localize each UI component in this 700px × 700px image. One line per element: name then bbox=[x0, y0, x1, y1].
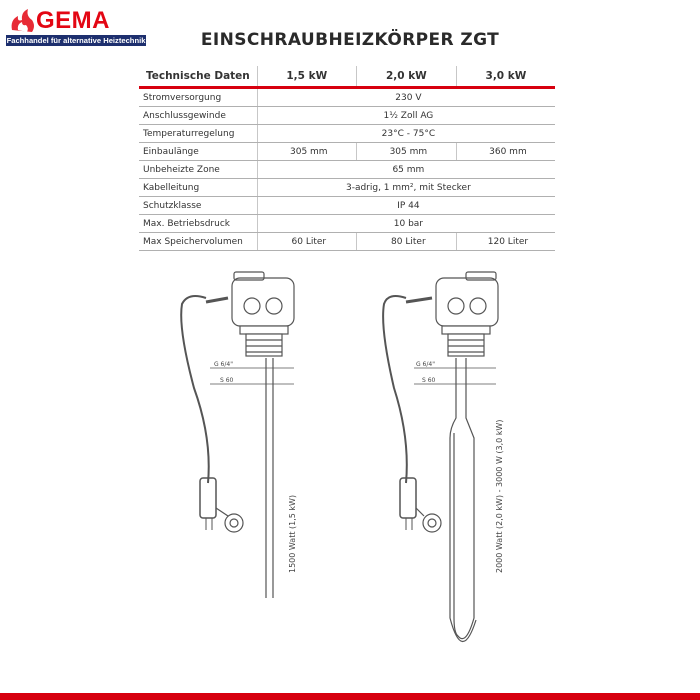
thread-label: G 6/4" bbox=[416, 361, 435, 368]
thread-label: G 6/4" bbox=[214, 361, 233, 368]
header-technische-daten: Technische Daten bbox=[139, 66, 257, 88]
row-label: Temperaturregelung bbox=[139, 125, 257, 143]
row-value: 305 mm bbox=[356, 143, 456, 161]
table-row bbox=[139, 197, 555, 215]
row-value: 360 mm bbox=[456, 143, 555, 161]
page-title: EINSCHRAUBHEIZKÖRPER ZGT bbox=[200, 30, 500, 50]
row-label: Kabelleitung bbox=[139, 179, 257, 197]
table-row bbox=[139, 125, 555, 143]
row-value: 120 Liter bbox=[456, 233, 555, 251]
row-label: Max. Betriebsdruck bbox=[139, 215, 257, 233]
table-header-row bbox=[139, 66, 555, 88]
header-3-0kw: 3,0 kW bbox=[456, 66, 555, 88]
row-value: 230 V bbox=[257, 88, 555, 107]
row-value: 1½ Zoll AG bbox=[257, 107, 555, 125]
row-value: 3-adrig, 1 mm², mit Stecker bbox=[257, 179, 555, 197]
table-row bbox=[139, 88, 555, 107]
row-value: 60 Liter bbox=[257, 233, 356, 251]
row-value: 10 bar bbox=[257, 215, 555, 233]
gema-logo bbox=[6, 8, 146, 48]
row-value: 65 mm bbox=[257, 161, 555, 179]
row-value: IP 44 bbox=[257, 197, 555, 215]
power-label: 1500 Watt (1,5 kW) bbox=[288, 494, 297, 573]
row-value: 305 mm bbox=[257, 143, 356, 161]
heater-diagram-1500w bbox=[181, 272, 294, 598]
footer-red-bar bbox=[0, 693, 700, 700]
table-row bbox=[139, 161, 555, 179]
size-label: S 60 bbox=[220, 377, 234, 384]
row-value: 80 Liter bbox=[356, 233, 456, 251]
table-row bbox=[139, 143, 555, 161]
flame-icon bbox=[8, 8, 36, 34]
size-label: S 60 bbox=[422, 377, 436, 384]
brand-name: GEMA bbox=[36, 7, 110, 34]
power-label: 2000 Watt (2,0 kW) - 3000 W (3,0 kW) bbox=[495, 419, 504, 573]
row-label: Anschlussgewinde bbox=[139, 107, 257, 125]
brand-tagline: Fachhandel für alternative Heiztechnik bbox=[6, 36, 146, 45]
heater-diagrams bbox=[170, 268, 530, 678]
header-2-0kw: 2,0 kW bbox=[356, 66, 456, 88]
table-row bbox=[139, 107, 555, 125]
spec-table bbox=[139, 66, 555, 251]
header-1-5kw: 1,5 kW bbox=[257, 66, 356, 88]
row-label: Max Speichervolumen bbox=[139, 233, 257, 251]
row-label: Stromversorgung bbox=[139, 88, 257, 107]
table-row bbox=[139, 233, 555, 251]
row-value: 23°C - 75°C bbox=[257, 125, 555, 143]
row-label: Einbaulänge bbox=[139, 143, 257, 161]
row-label: Unbeheizte Zone bbox=[139, 161, 257, 179]
heater-diagram-2000-3000w bbox=[383, 272, 498, 642]
table-row bbox=[139, 215, 555, 233]
table-row bbox=[139, 179, 555, 197]
row-label: Schutzklasse bbox=[139, 197, 257, 215]
